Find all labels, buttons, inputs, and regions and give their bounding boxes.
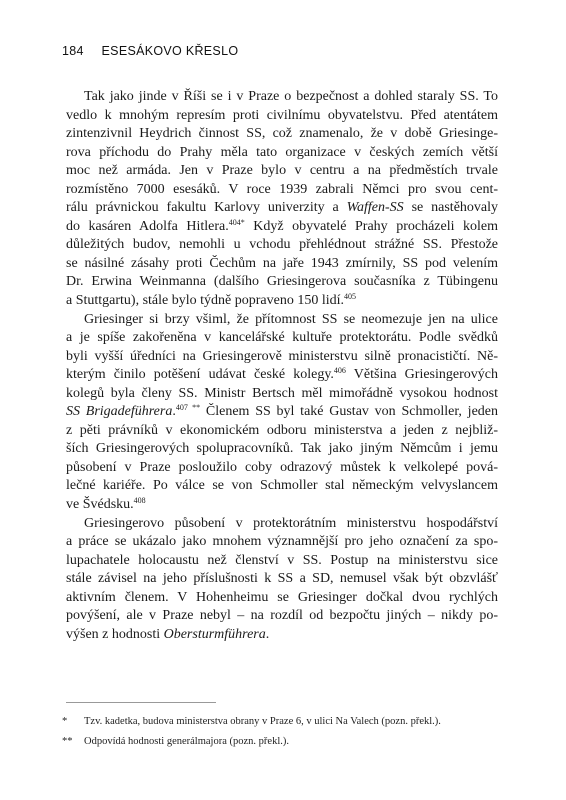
text-line: povýšení, ale v Praze nebyl – na rozdíl od bezpočtu jiných – nikdy po-	[66, 608, 498, 624]
text-line: moc než armáda. Jen v Praze bylo v centru a na předměstích trvale	[66, 163, 498, 179]
text-line: Tak jako jinde v Říši se i v Praze o bezpečnost a dohled staraly SS. To	[84, 89, 498, 104]
text-line: vedlo k mnohým represím proti civilnímu obyvatelstvu. Před atentátem	[66, 107, 498, 123]
italic-term: SS Brigadeführera	[66, 404, 173, 420]
text-line: aktivním členem. V Hohenheimu se Griesinger dočkal dvou rychlých	[66, 589, 498, 605]
footnotes	[62, 712, 502, 752]
paragraph	[66, 311, 498, 515]
page-number: 184	[62, 44, 84, 58]
text-line: ve Švédsku.$^{408}$	[66, 496, 146, 513]
footnote	[62, 732, 502, 752]
text-line: SS Brigadeführera.$^{407 **}$ Členem SS byl také Gustav von Schmoller, jeden	[66, 403, 499, 420]
text-line: lupachatele holocaustu než členství v SS. Postup na ministerstvu sice	[66, 552, 498, 568]
text-line: ších Griesingerových spolupracovníků. Tak jako jiným Němcům i jemu	[66, 441, 498, 457]
note-reference: 408	[133, 496, 146, 506]
running-head	[62, 44, 238, 58]
italic-term: Waffen-SS	[346, 200, 404, 216]
text-line: rova příchodu do Prahy měla tato organizace v českých zemích větší	[66, 144, 498, 160]
text-line: rozmístěno 7000 esesáků. V roce 1939 zabrali Němci pro svou cent-	[66, 181, 498, 197]
text-line: a je spíše zakořeněna v kancelářské kultuře protektorátu. Podle svědků	[66, 330, 498, 346]
text-line: a práce se ukázalo jako mnohem významnější pro jeho označení za spo-	[66, 534, 498, 550]
note-reference: 407 **	[175, 403, 201, 413]
note-reference: 404*	[228, 217, 245, 227]
footnote-mark: *	[62, 716, 68, 727]
text-line: lečné kariéře. Po válce se von Schmoller stal německým velvyslancem	[66, 478, 498, 494]
text-line: byli vyšší úředníci na Griesingerově ministerstvu silně pronacističtí. Ně-	[66, 348, 498, 364]
text-line: a Stuttgartu), stále bylo týdně popraveno 150 lidí.$^{405}$	[66, 292, 357, 309]
paragraph	[66, 88, 498, 311]
italic-term: Obersturmführera	[163, 626, 266, 642]
text-line: kterým činilo potěšení udávat české kolegy.$^{406}$ Většina Griesingerových	[66, 366, 498, 383]
footnote	[62, 712, 502, 732]
text-line: Dr. Erwina Weinmanna (dalšího Griesingerova současníka z Tübingenu	[66, 274, 498, 290]
text-line: Griesinger si brzy všiml, že přítomnost SS se neomezuje jen na ulice	[84, 311, 498, 327]
note-reference: 406	[333, 366, 346, 376]
text-line: se násilné zásahy proti Čechům na jaře 1943 zmírnily, SS pod velením	[66, 255, 498, 271]
footnote-text: Tzv. kadetka, budova ministerstva obrany v Praze 6, v ulici Na Valech (pozn. překl.).	[84, 716, 441, 727]
text-line: Griesingerovo působení v protektorátním ministerstvu hospodářství	[84, 515, 498, 531]
text-line: kolegů byla členy SS. Ministr Bertsch měl mimořádně vysokou hodnost	[66, 385, 498, 401]
text-line: do kasáren Adolfa Hitlera.$^{404*}$ Když obyvatelé Prahy procházeli kolem	[66, 217, 498, 234]
text-line: důležitých budov, nemohli u vchodu přehlédnout strážné SS. Přestože	[66, 237, 498, 253]
paragraph	[66, 515, 498, 645]
body-text	[66, 88, 498, 644]
text-line: stále závisel na jeho příslušnosti k SS a SD, nemusel však být obzvlášť	[66, 571, 498, 587]
footnote-text: Odpovídá hodnosti generálmajora (pozn. překl.).	[84, 736, 289, 747]
text-line: z pěti právníků v ekonomickém odboru ministerstva a jeden z nejbliž-	[66, 422, 498, 438]
text-line: výšen z hodnosti Obersturmführera.	[66, 626, 270, 642]
running-title: ESESÁKOVO KŘESLO	[101, 44, 239, 58]
note-reference: 405	[344, 292, 357, 302]
footnote-mark: **	[62, 736, 73, 747]
text-line: zintenzivnil Heydrich činnost SS, což znamenalo, že v době Griesinge-	[66, 126, 498, 142]
text-line: působení v Praze posloužilo coby odrazový můstek k velkolepé pová-	[66, 459, 498, 475]
text-line: rálu právnickou fakultu Karlovy univerzity a Waffen-SS se nastěhovaly	[66, 200, 499, 216]
footnote-separator	[66, 702, 216, 703]
